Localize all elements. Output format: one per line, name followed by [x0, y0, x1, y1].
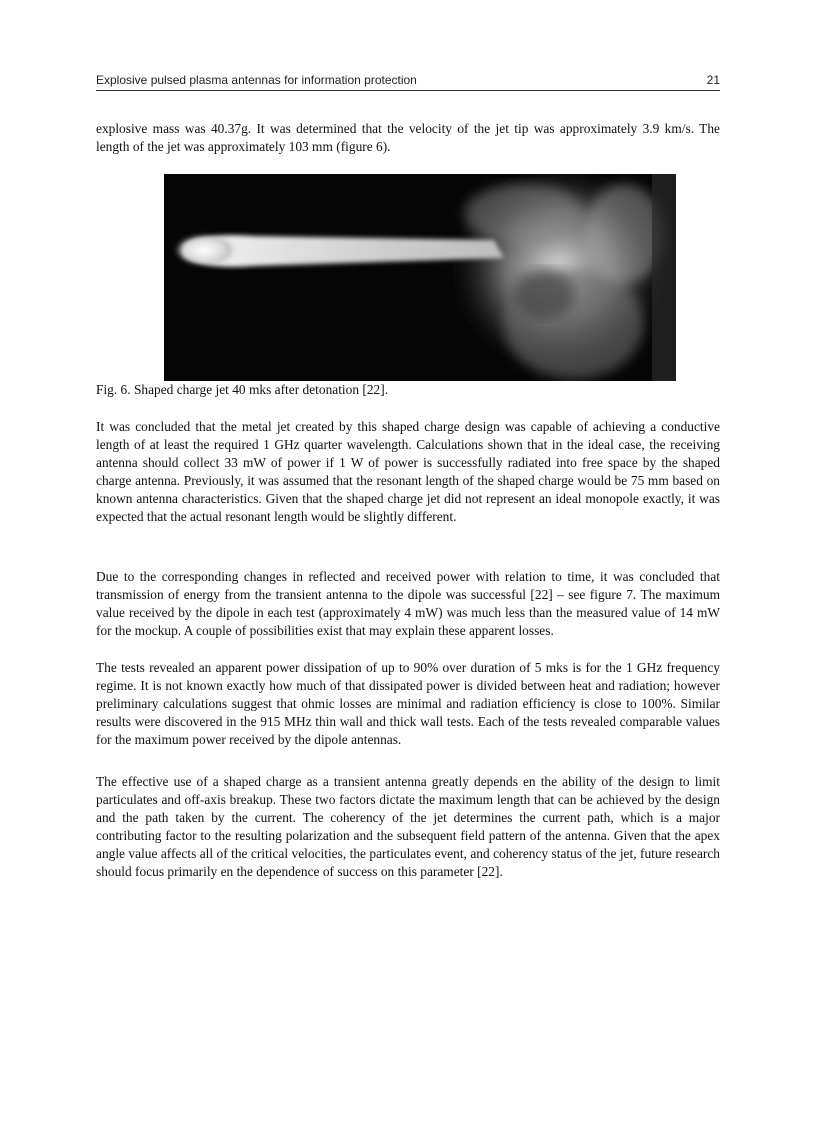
shaped-charge-jet-photo	[164, 174, 676, 381]
running-header	[96, 72, 720, 91]
running-title: Explosive pulsed plasma antennas for information protection	[96, 73, 417, 87]
figure-caption: Fig. 6. Shaped charge jet 40 mks after detonation [22].	[96, 382, 389, 397]
paragraph-3: Due to the corresponding changes in reflected and received power with relation to time, it was concluded that transmission of energy from the transient antenna to the dipole was successful [22] – see figure 7. The maximum value received by the dipole in each test (approximately 4 mW) was much less than the measured value of 14 mW for the mockup. A couple of possibilities exist that may explain these apparent losses.	[96, 569, 720, 639]
paragraph-5: The effective use of a shaped charge as a transient antenna greatly depends en the ability of the design to limit particulates and off-axis breakup. These two factors dictate the maximum length that can be achieved by the design and the path taken by the current. The coherency of the jet determines the current path, which is a major contributing factor to the resulting polarization and the subsequent field pattern of the antenna. Given that the apex angle value affects all of the critical velocities, the particulates event, and coherency status of the jet, future research should focus primarily en the dependence of success on this parameter [22].	[96, 774, 720, 880]
paragraph-2: It was concluded that the metal jet created by this shaped charge design was capable of achieving a conductive length of at least the required 1 GHz quarter wavelength. Calculations shown that in the ideal case, the receiving antenna should collect 33 mW of power if 1 W of power is successfully radiated into free space by the shaped charge antenna. Previously, it was assumed that the resonant length of the shaped charge would be 75 mm based on known antenna characteristics. Given that the shaped charge jet did not represent an ideal monopole exactly, it was expected that the actual resonant length would be slightly different.	[96, 419, 720, 525]
paragraph-1: explosive mass was 40.37g. It was determined that the velocity of the jet tip was approximately 3.9 km/s. The length of the jet was approximately 103 mm (figure 6).	[96, 121, 720, 155]
page-number: 21	[706, 73, 720, 87]
figure-6-image	[164, 174, 676, 381]
paragraph-4: The tests revealed an apparent power dissipation of up to 90% over duration of 5 mks is for the 1 GHz frequency regime. It is not known exactly how much of that dissipated power is divided between heat and radiation; however preliminary calculations suggest that ohmic losses are minimal and radiation efficiency is close to 100%. Similar results were discovered in the 915 MHz thin wall and thick wall tests. Each of the tests revealed comparable values for the maximum power received by the dipole antennas.	[96, 660, 720, 748]
